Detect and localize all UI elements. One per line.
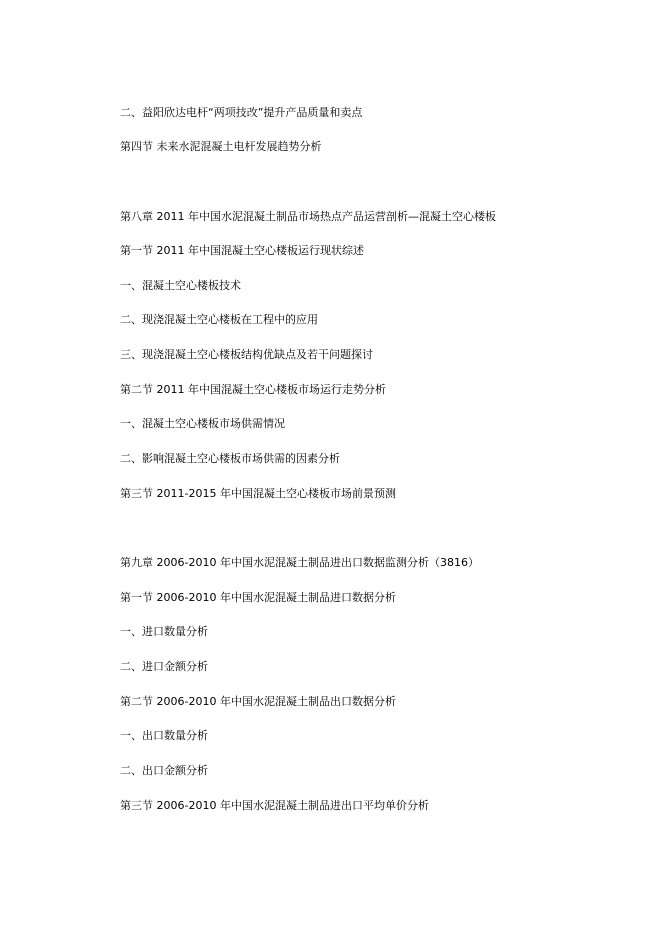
toc-line-yiyang-tech-upgrade: 二、益阳欣达电杆“两项技改”提升产品质量和卖点 [120,106,363,119]
toc-item-slab-supply-demand: 一、混凝土空心楼板市场供需情况 [120,417,285,430]
toc-chapter-9-section-3: 第三节 2006-2010 年中国水泥混凝土制品进出口平均单价分析 [120,799,429,812]
toc-chapter-9-section-2: 第二节 2006-2010 年中国水泥混凝土制品出口数据分析 [120,695,396,708]
toc-item-slab-factors: 二、影响混凝土空心楼板市场供需的因素分析 [120,452,340,465]
toc-chapter-8-section-1: 第一节 2011 年中国混凝土空心楼板运行现状综述 [120,244,364,257]
toc-chapter-9-heading: 第九章 2006-2010 年中国水泥混凝土制品进出口数据监测分析（3816） [120,556,479,569]
toc-item-slab-technology: 一、混凝土空心楼板技术 [120,279,241,292]
toc-chapter-8-heading: 第八章 2011 年中国水泥混凝土制品市场热点产品运营剖析—混凝土空心楼板 [120,210,496,223]
toc-section-4-future-trends: 第四节 未来水泥混凝土电杆发展趋势分析 [120,140,322,153]
toc-item-import-quantity: 一、进口数量分析 [120,625,208,638]
toc-chapter-8-section-3: 第三节 2011-2015 年中国混凝土空心楼板市场前景预测 [120,487,396,500]
toc-chapter-8-section-2: 第二节 2011 年中国混凝土空心楼板市场运行走势分析 [120,383,386,396]
toc-chapter-9-section-1: 第一节 2006-2010 年中国水泥混凝土制品进口数据分析 [120,591,396,604]
toc-item-slab-pros-cons: 三、现浇混凝土空心楼板结构优缺点及若干问题探讨 [120,348,373,361]
toc-item-slab-application: 二、现浇混凝土空心楼板在工程中的应用 [120,313,318,326]
toc-item-export-value: 二、出口金额分析 [120,764,208,777]
toc-item-export-quantity: 一、出口数量分析 [120,729,208,742]
toc-item-import-value: 二、进口金额分析 [120,660,208,673]
